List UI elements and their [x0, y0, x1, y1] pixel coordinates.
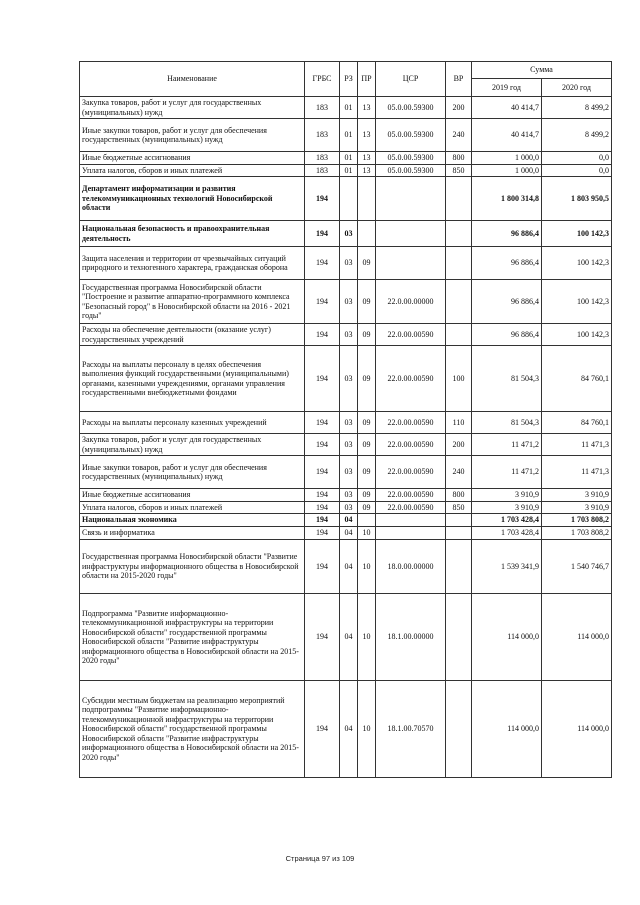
- budget-table: [79, 61, 612, 778]
- cell-name: Департамент информатизации и развития телекоммуникационных технологий Новосибирской области: [80, 177, 305, 221]
- cell-pr: 13: [358, 164, 376, 177]
- cell-grbs: 183: [305, 119, 340, 152]
- cell-2020: 8 499,2: [542, 97, 612, 119]
- cell-name: Расходы на обеспечение деятельности (оказание услуг) государственных учреждений: [80, 324, 305, 346]
- cell-2020: 100 142,3: [542, 221, 612, 247]
- page-number: Страница 97 из 109: [285, 854, 355, 863]
- cell-vr: [446, 280, 472, 324]
- cell-vr: 240: [446, 119, 472, 152]
- cell-2020: 1 540 746,7: [542, 540, 612, 594]
- cell-pr: 10: [358, 681, 376, 778]
- cell-pr: 09: [358, 489, 376, 502]
- cell-csr: 18.0.00.00000: [376, 540, 446, 594]
- cell-2019: 114 000,0: [472, 681, 542, 778]
- cell-name: Национальная безопасность и правоохранительная деятельность: [80, 221, 305, 247]
- cell-rz: 03: [340, 489, 358, 502]
- cell-2020: 100 142,3: [542, 280, 612, 324]
- cell-vr: 850: [446, 164, 472, 177]
- table-row: [80, 324, 612, 346]
- table-row: [80, 280, 612, 324]
- cell-2020: 0,0: [542, 164, 612, 177]
- cell-csr: 22.0.00.00590: [376, 489, 446, 502]
- cell-pr: 13: [358, 97, 376, 119]
- table-row: [80, 164, 612, 177]
- cell-name: Государственная программа Новосибирской области "Развитие инфраструктуры информационного общества в Новосибирской области на 2015-2020 годы": [80, 540, 305, 594]
- cell-vr: [446, 177, 472, 221]
- cell-rz: 04: [340, 527, 358, 540]
- cell-2019: 1 800 314,8: [472, 177, 542, 221]
- cell-2019: 1 539 341,9: [472, 540, 542, 594]
- cell-rz: 01: [340, 97, 358, 119]
- cell-grbs: 194: [305, 527, 340, 540]
- cell-csr: 22.0.00.00590: [376, 501, 446, 514]
- cell-grbs: 194: [305, 501, 340, 514]
- cell-rz: 03: [340, 221, 358, 247]
- cell-csr: 22.0.00.00590: [376, 324, 446, 346]
- cell-pr: 10: [358, 540, 376, 594]
- cell-name: Национальная экономика: [80, 514, 305, 527]
- cell-pr: [358, 514, 376, 527]
- cell-grbs: 194: [305, 489, 340, 502]
- cell-name: Закупка товаров, работ и услуг для государственных (муниципальных) нужд: [80, 434, 305, 456]
- cell-csr: 05.0.00.59300: [376, 97, 446, 119]
- cell-vr: 110: [446, 412, 472, 434]
- cell-grbs: 194: [305, 681, 340, 778]
- cell-rz: 03: [340, 456, 358, 489]
- cell-name: Иные бюджетные ассигнования: [80, 152, 305, 165]
- cell-pr: 09: [358, 346, 376, 412]
- cell-csr: 22.0.00.00590: [376, 434, 446, 456]
- cell-2019: 96 886,4: [472, 324, 542, 346]
- cell-name: Расходы на выплаты персоналу казенных учреждений: [80, 412, 305, 434]
- cell-rz: [340, 177, 358, 221]
- cell-vr: [446, 247, 472, 280]
- cell-pr: 10: [358, 594, 376, 681]
- cell-rz: 04: [340, 681, 358, 778]
- cell-name: Защита населения и территории от чрезвычайных ситуаций природного и техногенного характера, гражданская оборона: [80, 247, 305, 280]
- cell-csr: [376, 221, 446, 247]
- cell-2019: 81 504,3: [472, 346, 542, 412]
- cell-grbs: 194: [305, 514, 340, 527]
- cell-grbs: 194: [305, 434, 340, 456]
- table-row: [80, 119, 612, 152]
- table-row: [80, 177, 612, 221]
- cell-grbs: 194: [305, 324, 340, 346]
- cell-rz: 03: [340, 501, 358, 514]
- cell-2019: 96 886,4: [472, 221, 542, 247]
- cell-rz: 03: [340, 280, 358, 324]
- header-rz: РЗ: [340, 62, 358, 97]
- cell-2019: 81 504,3: [472, 412, 542, 434]
- table-row: [80, 247, 612, 280]
- cell-csr: 22.0.00.00000: [376, 280, 446, 324]
- cell-name: Расходы на выплаты персоналу в целях обеспечения выполнения функций государственными (муниципальными) органами, казенными учреждениями, органами управления государственными внебюджетными фондами: [80, 346, 305, 412]
- cell-rz: 01: [340, 119, 358, 152]
- cell-2020: 114 000,0: [542, 681, 612, 778]
- cell-2020: 114 000,0: [542, 594, 612, 681]
- table-row: [80, 412, 612, 434]
- cell-2020: 3 910,9: [542, 501, 612, 514]
- cell-csr: 22.0.00.00590: [376, 346, 446, 412]
- cell-pr: 13: [358, 119, 376, 152]
- cell-2019: 1 000,0: [472, 164, 542, 177]
- cell-rz: 03: [340, 324, 358, 346]
- cell-name: Субсидии местным бюджетам на реализацию мероприятий подпрограммы "Развитие информационно-телекоммуникационной инфраструктуры на территории Новосибирской области" государственной программы Новосибирской области "Развитие инфраструктуры информационного общества в Новосибирской области на 2015-2020 годы": [80, 681, 305, 778]
- cell-csr: 05.0.00.59300: [376, 119, 446, 152]
- cell-csr: [376, 527, 446, 540]
- cell-2020: 100 142,3: [542, 324, 612, 346]
- cell-grbs: 183: [305, 152, 340, 165]
- cell-vr: [446, 514, 472, 527]
- cell-pr: 10: [358, 527, 376, 540]
- cell-2020: 100 142,3: [542, 247, 612, 280]
- header-pr: ПР: [358, 62, 376, 97]
- cell-name: Иные бюджетные ассигнования: [80, 489, 305, 502]
- cell-csr: [376, 247, 446, 280]
- cell-rz: 03: [340, 412, 358, 434]
- cell-2020: 84 760,1: [542, 412, 612, 434]
- table-row: [80, 221, 612, 247]
- cell-2019: 1 000,0: [472, 152, 542, 165]
- cell-grbs: 194: [305, 221, 340, 247]
- cell-csr: 18.1.00.70570: [376, 681, 446, 778]
- cell-2020: 3 910,9: [542, 489, 612, 502]
- table-row: [80, 527, 612, 540]
- cell-2020: 1 703 808,2: [542, 514, 612, 527]
- cell-grbs: 194: [305, 280, 340, 324]
- cell-vr: [446, 221, 472, 247]
- cell-rz: 01: [340, 152, 358, 165]
- header-row-top: [80, 62, 612, 79]
- cell-rz: 04: [340, 514, 358, 527]
- cell-name: Уплата налогов, сборов и иных платежей: [80, 164, 305, 177]
- cell-rz: 03: [340, 434, 358, 456]
- cell-vr: 100: [446, 346, 472, 412]
- table-row: [80, 501, 612, 514]
- cell-pr: 09: [358, 501, 376, 514]
- cell-grbs: 194: [305, 247, 340, 280]
- cell-vr: [446, 540, 472, 594]
- cell-vr: [446, 527, 472, 540]
- header-vr: ВР: [446, 62, 472, 97]
- header-csr: ЦСР: [376, 62, 446, 97]
- cell-grbs: 194: [305, 177, 340, 221]
- cell-vr: [446, 594, 472, 681]
- cell-csr: 05.0.00.59300: [376, 164, 446, 177]
- cell-grbs: 194: [305, 594, 340, 681]
- cell-grbs: 183: [305, 97, 340, 119]
- budget-table-sheet: [79, 61, 611, 778]
- cell-vr: [446, 681, 472, 778]
- cell-2019: 96 886,4: [472, 247, 542, 280]
- cell-csr: 22.0.00.00590: [376, 456, 446, 489]
- cell-2019: 40 414,7: [472, 97, 542, 119]
- cell-rz: 04: [340, 540, 358, 594]
- cell-grbs: 194: [305, 540, 340, 594]
- cell-grbs: 194: [305, 412, 340, 434]
- cell-2020: 8 499,2: [542, 119, 612, 152]
- table-row: [80, 346, 612, 412]
- cell-rz: 01: [340, 164, 358, 177]
- cell-vr: 200: [446, 434, 472, 456]
- cell-name: Уплата налогов, сборов и иных платежей: [80, 501, 305, 514]
- table-row: [80, 489, 612, 502]
- cell-grbs: 194: [305, 346, 340, 412]
- table-row: [80, 456, 612, 489]
- table-row: [80, 152, 612, 165]
- cell-2019: 3 910,9: [472, 489, 542, 502]
- cell-pr: 09: [358, 280, 376, 324]
- cell-2020: 1 703 808,2: [542, 527, 612, 540]
- cell-2019: 1 703 428,4: [472, 514, 542, 527]
- cell-name: Связь и информатика: [80, 527, 305, 540]
- cell-vr: [446, 324, 472, 346]
- table-row: [80, 97, 612, 119]
- table-row: [80, 681, 612, 778]
- cell-pr: 09: [358, 434, 376, 456]
- cell-2020: 0,0: [542, 152, 612, 165]
- cell-csr: 18.1.00.00000: [376, 594, 446, 681]
- cell-vr: 850: [446, 501, 472, 514]
- cell-2019: 40 414,7: [472, 119, 542, 152]
- cell-2020: 84 760,1: [542, 346, 612, 412]
- cell-name: Закупка товаров, работ и услуг для государственных (муниципальных) нужд: [80, 97, 305, 119]
- table-row: [80, 594, 612, 681]
- cell-2019: 114 000,0: [472, 594, 542, 681]
- cell-grbs: 183: [305, 164, 340, 177]
- cell-pr: 09: [358, 247, 376, 280]
- cell-2020: 11 471,3: [542, 456, 612, 489]
- header-2019: 2019 год: [472, 79, 542, 97]
- cell-2019: 11 471,2: [472, 456, 542, 489]
- cell-name: Подпрограмма "Развитие информационно-телекоммуникационной инфраструктуры на территории Новосибирской области" государственной программы Новосибирской области "Развитие инфраструктуры информационного общества в Новосибирской области на 2015-2020 годы": [80, 594, 305, 681]
- cell-rz: 03: [340, 346, 358, 412]
- cell-grbs: 194: [305, 456, 340, 489]
- cell-2019: 96 886,4: [472, 280, 542, 324]
- cell-pr: [358, 221, 376, 247]
- table-row: [80, 434, 612, 456]
- table-body: [80, 97, 612, 778]
- cell-pr: 13: [358, 152, 376, 165]
- header-name: Наименование: [80, 62, 305, 97]
- cell-csr: 05.0.00.59300: [376, 152, 446, 165]
- header-2020: 2020 год: [542, 79, 612, 97]
- cell-vr: 800: [446, 489, 472, 502]
- cell-csr: 22.0.00.00590: [376, 412, 446, 434]
- header-sum: Сумма: [472, 62, 612, 79]
- cell-rz: 03: [340, 247, 358, 280]
- cell-rz: 04: [340, 594, 358, 681]
- cell-pr: 09: [358, 456, 376, 489]
- cell-2020: 1 803 950,5: [542, 177, 612, 221]
- cell-name: Государственная программа Новосибирской области "Построение и развитие аппаратно-программного комплекса "Безопасный город" в Новосибирской области на 2016 - 2021 годы": [80, 280, 305, 324]
- cell-vr: 240: [446, 456, 472, 489]
- cell-2019: 1 703 428,4: [472, 527, 542, 540]
- cell-name: Иные закупки товаров, работ и услуг для обеспечения государственных (муниципальных) нужд: [80, 456, 305, 489]
- cell-name: Иные закупки товаров, работ и услуг для обеспечения государственных (муниципальных) нужд: [80, 119, 305, 152]
- cell-pr: 09: [358, 324, 376, 346]
- cell-2020: 11 471,3: [542, 434, 612, 456]
- header-grbs: ГРБС: [305, 62, 340, 97]
- table-row: [80, 540, 612, 594]
- cell-vr: 200: [446, 97, 472, 119]
- cell-pr: 09: [358, 412, 376, 434]
- cell-csr: [376, 514, 446, 527]
- cell-2019: 11 471,2: [472, 434, 542, 456]
- cell-2019: 3 910,9: [472, 501, 542, 514]
- cell-pr: [358, 177, 376, 221]
- cell-csr: [376, 177, 446, 221]
- cell-vr: 800: [446, 152, 472, 165]
- table-row: [80, 514, 612, 527]
